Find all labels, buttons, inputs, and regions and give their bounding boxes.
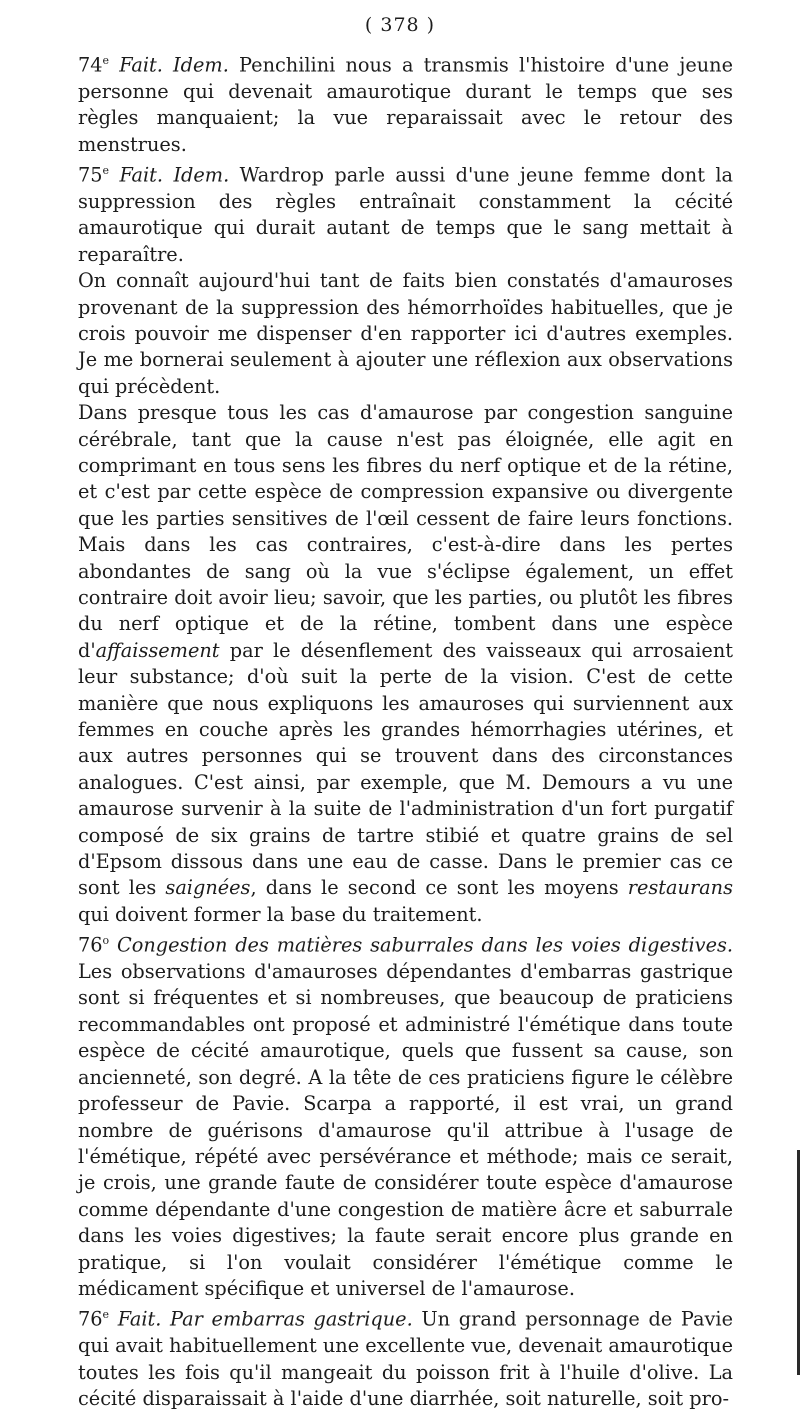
body-text xyxy=(78,48,733,1412)
item-heading: Fait. Idem. xyxy=(119,53,229,77)
paragraph-fait-74 xyxy=(78,48,733,158)
paragraph-text: Dans presque tous les cas d'amaurose par congestion sanguine cérébrale, tant que la cause n'est pas éloignée, elle agit en comprimant en tous sens les fibres du nerf optique et de la rétine, et c'est par cette espèce de compression expansive ou divergente que les parties sensitives de l'œil cessent de faire leurs fonctions. Mais dans les cas contraires, c'est-à-dire dans les pertes abondantes de sang où la vue s'éclipse également, un effet contraire doit avoir lieu; savoir, que les parties, ou plutôt les fibres du nerf optique et de la rétine, tombent dans une espèce d' xyxy=(78,401,733,662)
item-number-suffix: e xyxy=(102,54,110,67)
item-heading: Congestion des matières saburrales dans les voies digestives. xyxy=(117,933,734,957)
item-text: Un grand personnage de Pavie qui avait habituellement une excellente vue, devenait amaurotique toutes les fois qu'il mangeait du poisson frit à l'huile d'olive. La cécité disparaissait à l'aide d'une diarrhée, soit naturelle, soit pro- xyxy=(78,1307,733,1410)
paragraph-section-76 xyxy=(78,928,733,1302)
item-number: 74 xyxy=(78,53,103,77)
paragraph-congestion-sanguine xyxy=(78,400,733,928)
item-text: Penchilini nous a transmis l'histoire d'une jeune personne qui devenait amaurotique durant le temps que ses règles manquaient; la vue reparaissait avec le retour des menstrues. xyxy=(78,53,733,156)
item-number-suffix: e xyxy=(102,164,110,178)
item-text: Les observations d'amauroses dépendantes d'embarras gastrique sont si fréquentes et si nombreuses, que beaucoup de praticiens recommandables ont proposé et administré l'émétique dans toute espèce de cécité amaurotique, quels que fussent sa cause, son ancienneté, son degré. A la tête de ces praticiens figure le célèbre professeur de Pavie. Scarpa a rapporté, il est vrai, un grand nombre de guérisons d'amaurose qu'il attribue à l'usage de l'émétique, répété avec persévérance et méthode; mais ce serait, je crois, une grande faute de considérer toute espèce d'amaurose comme dépendante d'une congestion de matière âcre et saburrale dans les voies digestives; la faute serait encore plus grande en pratique, si l'on voulait considérer l'émétique comme le médicament spécifique et universel de l'amaurose. xyxy=(78,960,733,1300)
paragraph-fait-75 xyxy=(78,158,733,268)
item-number: 76 xyxy=(78,933,103,957)
italic-term: affaissement xyxy=(95,638,220,662)
item-number-suffix: e xyxy=(102,1308,110,1322)
page-number: ( 378 ) xyxy=(364,14,436,36)
item-heading: Fait. Idem. xyxy=(119,163,230,187)
item-number: 75 xyxy=(78,163,103,187)
paragraph-fait-76 xyxy=(78,1302,733,1412)
item-text: Wardrop parle aussi d'une jeune femme dont la suppression des règles entraînait constamment la cécité amaurotique qui durait autant de temps que le sang mettait à reparaître. xyxy=(78,163,733,266)
paragraph-text: , dans le second ce sont les moyens xyxy=(250,876,628,900)
paragraph-text: On connaît aujourd'hui tant de faits bien constatés d'amauroses provenant de la suppression des hémorrhoïdes habituelles, que je crois pouvoir me dispenser d'en rapporter ici d'autres exemples. Je me bornerai seulement à ajouter une réflexion aux observations qui précèdent. xyxy=(78,269,733,398)
paragraph-text: par le désenflement des vaisseaux qui arrosaient leur substance; d'où suit la perte de la vision. C'est de cette manière que nous expliquons les amauroses qui surviennent aux femmes en couche après les grandes hémorrhagies utérines, et aux autres personnes qui se trouvent dans des circonstances analogues. C'est ainsi, par exemple, que M. Demours a vu une amaurose survenir à la suite de l'administration d'un fort purgatif composé de six grains de tartre stibié et quatre grains de sel d'Epsom dissous dans une eau de casse. Dans le premier cas ce sont les xyxy=(78,638,733,900)
italic-term: saignées xyxy=(165,876,251,900)
italic-term: restaurans xyxy=(627,876,733,900)
item-number-suffix: o xyxy=(102,934,110,948)
paragraph-text: qui doivent former la base du traitement. xyxy=(78,902,483,926)
paragraph-hemorrhoides xyxy=(78,268,733,400)
item-heading: Fait. Par embarras gastrique. xyxy=(117,1307,413,1331)
item-number: 76 xyxy=(78,1307,103,1331)
